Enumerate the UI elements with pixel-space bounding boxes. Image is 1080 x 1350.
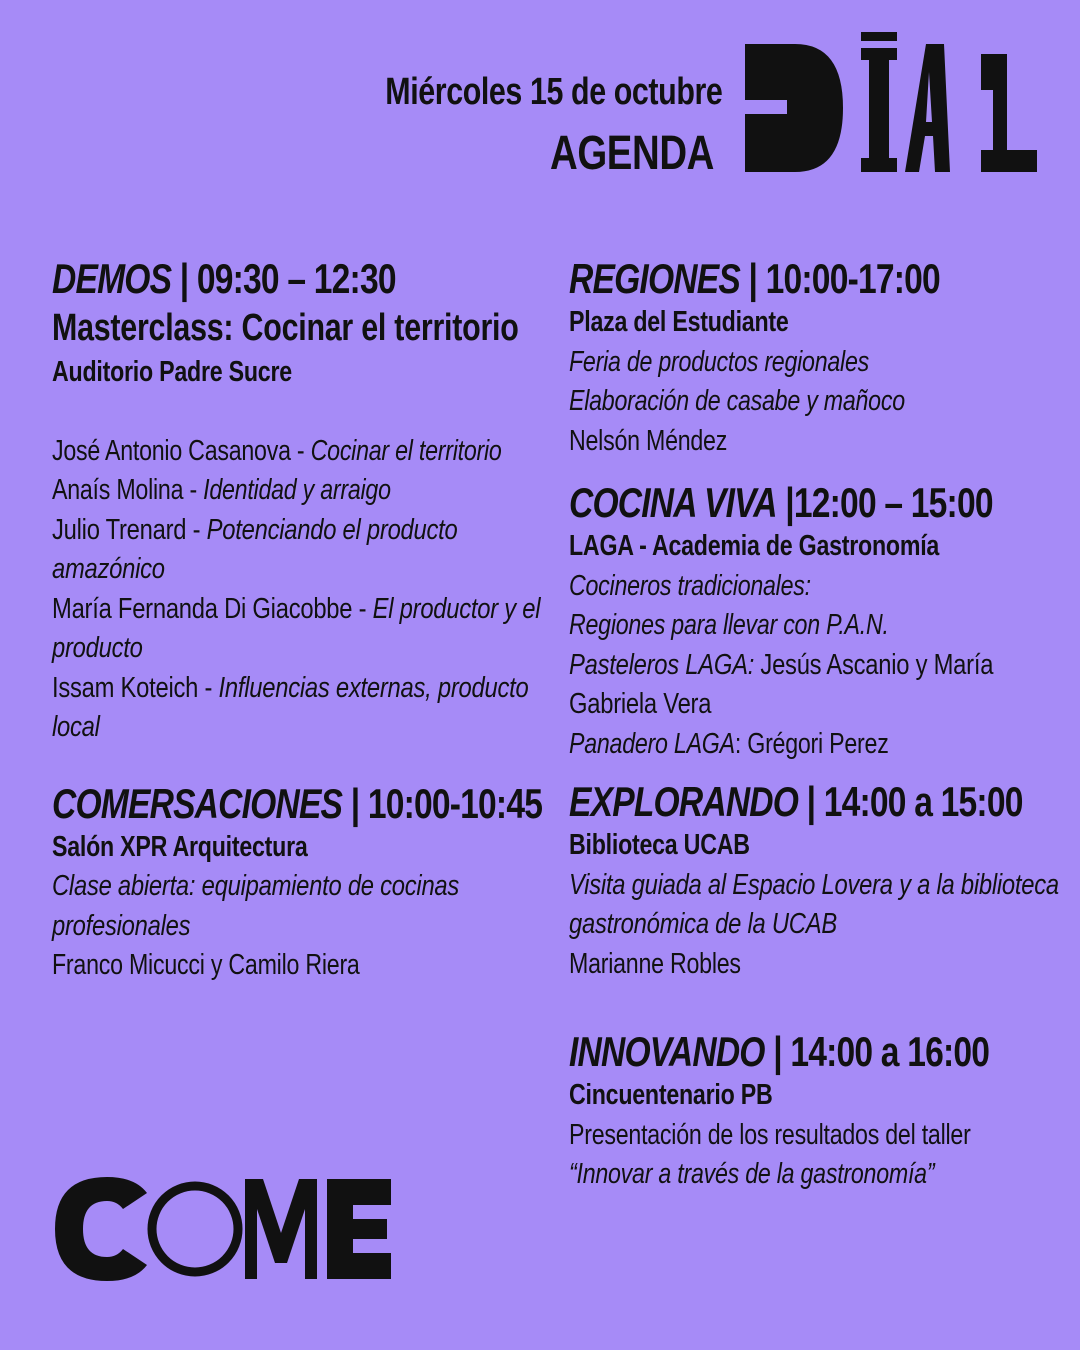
regiones-line: Feria de productos regionales — [569, 345, 869, 378]
regiones-line: Elaboración de casabe y mañoco — [569, 385, 905, 417]
talk-item: Issam Koteich - Influencias externas, producto local — [52, 671, 529, 743]
explorando-venue: Biblioteca UCAB — [569, 829, 750, 861]
cocina-viva-heading: COCINA VIVA |12:00 – 15:00 — [569, 479, 993, 526]
dia-logo-letter-a — [905, 44, 950, 172]
dia-logo-number-1 — [981, 54, 1037, 172]
explorando-people: Marianne Robles — [569, 947, 741, 980]
demos-heading: DEMOS | 09:30 – 12:30 — [52, 255, 396, 302]
dia-1-logo — [745, 32, 1045, 177]
come-logo-letter-c — [55, 1177, 147, 1281]
explorando-heading: EXPLORANDO | 14:00 a 15:00 — [569, 778, 1023, 825]
right-column — [569, 255, 1074, 1195]
event-date: Miércoles 15 de octubre — [384, 71, 722, 113]
cocina-viva-panadero: Panadero LAGA: Grégori Perez — [569, 727, 889, 760]
conversaciones-venue: Salón XPR Arquitectura — [52, 830, 308, 863]
come-logo-letter-o — [152, 1186, 238, 1272]
come-logo — [55, 1175, 395, 1285]
come-logo-letter-e — [327, 1179, 391, 1279]
come-logo-letter-m — [245, 1179, 317, 1279]
explorando-description: Visita guiada al Espacio Lovera y a la biblioteca gastronómica de la UCAB — [569, 868, 1059, 940]
cocina-viva-line: Cocineros tradicionales: — [569, 569, 811, 602]
dia-logo-accent — [861, 32, 897, 41]
regiones-venue: Plaza del Estudiante — [569, 306, 789, 338]
regiones-people: Nelsón Méndez — [569, 424, 728, 457]
regiones-heading: REGIONES | 10:00-17:00 — [569, 255, 940, 302]
innovando-heading: INNOVANDO | 14:00 a 16:00 — [569, 1028, 990, 1075]
innovando-line: “Innovar a través de la gastronomía” — [569, 1158, 935, 1190]
cocina-viva-venue: LAGA - Academia de Gastronomía — [569, 530, 940, 562]
talk-item: Anaís Molina - Identidad y arraigo — [52, 474, 391, 506]
demos-venue: Auditorio Padre Sucre — [52, 356, 292, 388]
svg-text:DÍA 1: DÍA 1 — [745, 32, 748, 33]
svg-text:COME: COME — [55, 1175, 58, 1176]
talk-item: José Antonio Casanova - Cocinar el territorio — [52, 434, 502, 467]
conversaciones-heading: COMERSACIONES | 10:00-10:45 — [52, 779, 543, 827]
left-column — [52, 255, 552, 986]
talk-item: Julio Trenard - Potenciando el producto amazónico — [52, 513, 458, 585]
innovando-venue: Cincuentenario PB — [569, 1079, 773, 1111]
talk-item: María Fernanda Di Giacobbe - El productor y el producto — [52, 592, 541, 664]
agenda-title: AGENDA — [549, 127, 714, 180]
conversaciones-description: Clase abierta: equipamiento de cocinas profesionales — [52, 870, 460, 942]
conversaciones-people: Franco Micucci y Camilo Riera — [52, 949, 360, 981]
innovando-line: Presentación de los resultados del taller — [569, 1118, 971, 1151]
demos-title: Masterclass: Cocinar el territorio — [52, 307, 519, 349]
cocina-viva-line: Regiones para llevar con P.A.N. — [569, 609, 889, 641]
cocina-viva-pasteleros: Pasteleros LAGA: Jesús Ascanio y María Gabriela Vera — [569, 648, 994, 720]
